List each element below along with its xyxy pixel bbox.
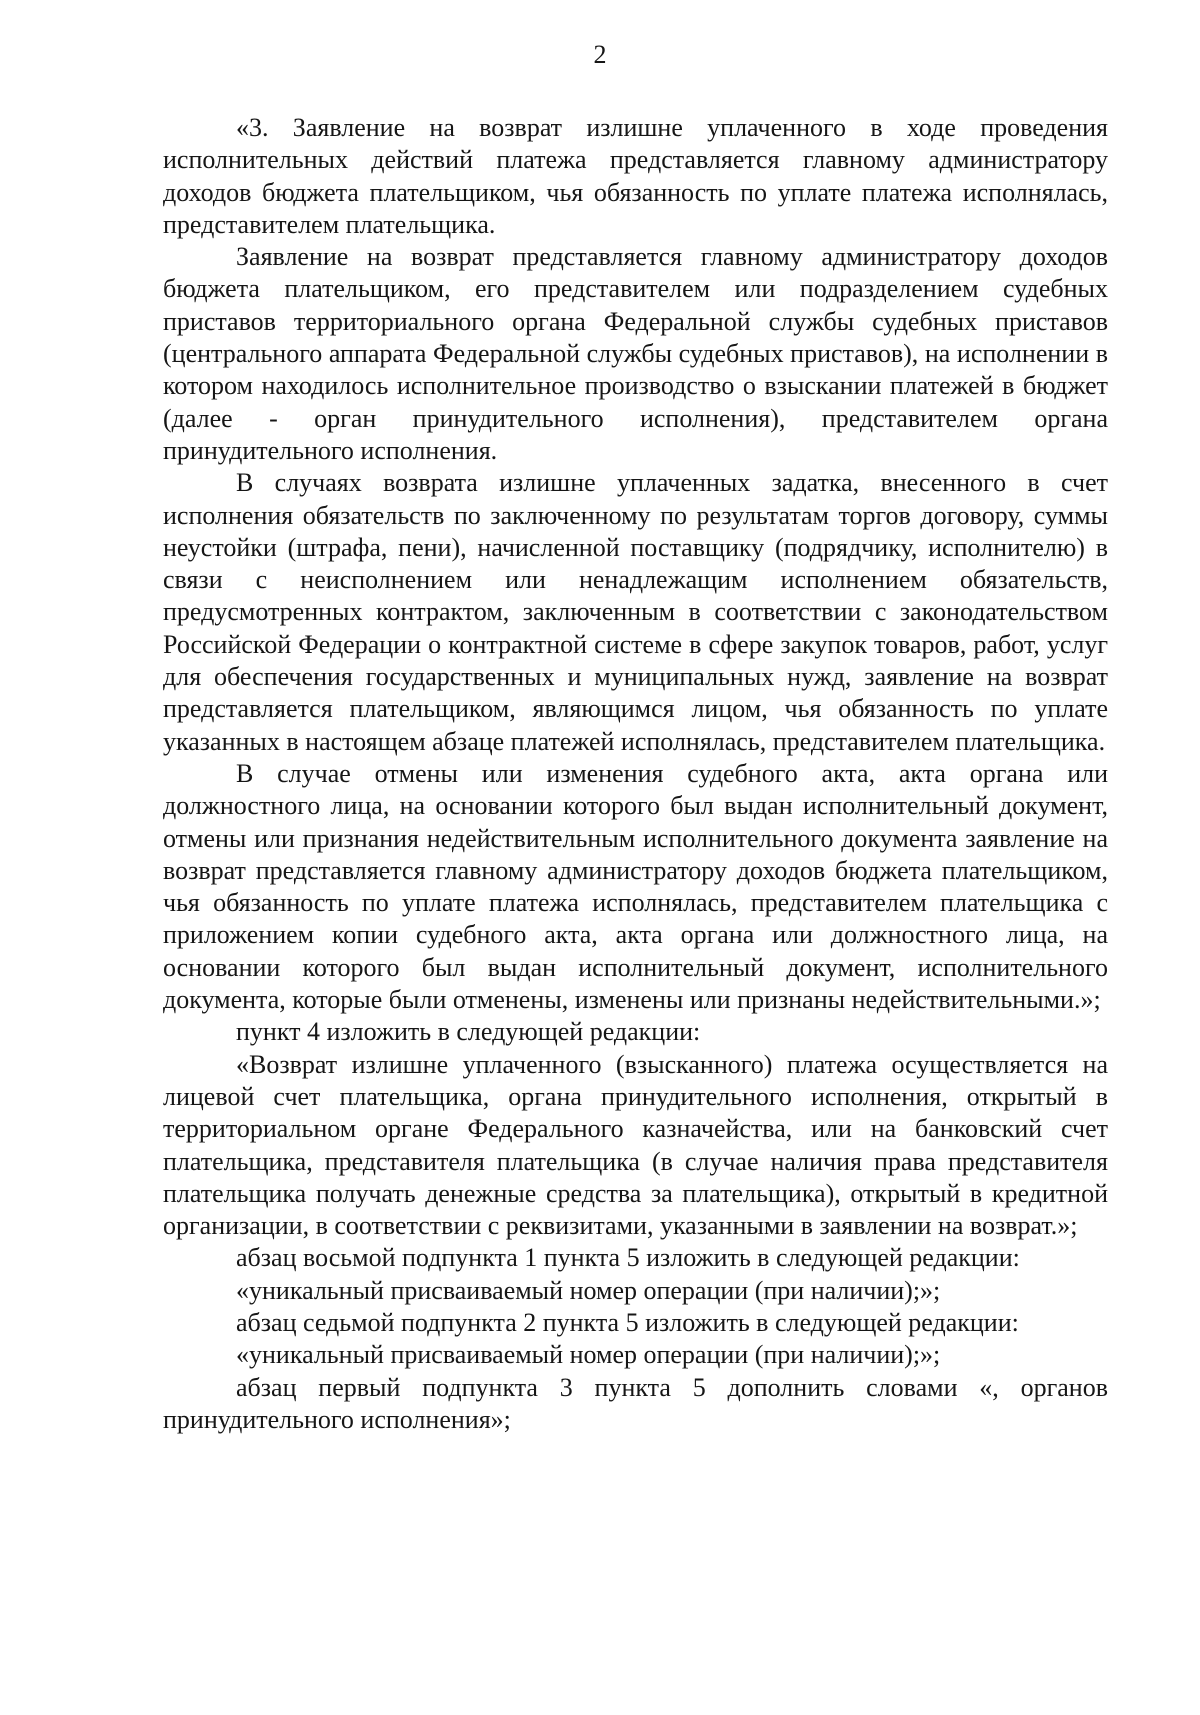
- paragraph-refund-application-submission: Заявление на возврат представляется главному администратору доходов бюджета плательщиком, его представителем или подразделением судебных приставов территориального органа Федеральной службы судебных приставов (центрального аппарата Федеральной службы судебных приставов), на исполнении в котором находилось исполнительное производство о взыскании платежей в бюджет (далее - орган принудительного исполнения), представителем органа принудительного исполнения.: [163, 242, 1108, 465]
- paragraph-point-5-1-text: «уникальный присваиваемый номер операции (при наличии);»;: [236, 1275, 941, 1305]
- paragraph-point-5-2-text: «уникальный присваиваемый номер операции (при наличии);»;: [236, 1340, 941, 1370]
- paragraph-judicial-act-cancellation: В случае отмены или изменения судебного акта, акта органа или должностного лица, на основании которого был выдан исполнительный документ, отмены или признания недействительным исполнительного документа заявление на возврат представляется главному администратору доходов бюджета плательщиком, чья обязанность по уплате платежа исполнялась, представителем плательщика с приложением копии судебного акта, акта органа или должностного лица, на основании которого был выдан исполнительный документ, исполнительного документа, которые были отменены, изменены или признаны недействительными.»;: [163, 758, 1108, 1015]
- paragraph-point-5-1-instruction: абзац восьмой подпункта 1 пункта 5 изложить в следующей редакции:: [236, 1243, 1020, 1273]
- paragraph-point-5-3-amendment: абзац первый подпункта 3 пункта 5 дополнить словами «, органов принудительного исполнения»;: [163, 1372, 1108, 1434]
- page-number: 2: [593, 40, 607, 69]
- paragraph-deposit-penalty-refund: В случаях возврата излишне уплаченных задатка, внесенного в счет исполнения обязательств по заключенному по результатам торгов договору, суммы неустойки (штрафа, пени), начисленной поставщику (подрядчику, исполнителю) в связи с неисполнением или ненадлежащим исполнением обязательств, предусмотренных контрактом, заключенным в соответствии с законодательством Российской Федерации о контрактной системе в сфере закупок товаров, работ, услуг для обеспечения государственных и муниципальных нужд, заявление на возврат представляется плательщиком, являющимся лицом, чья обязанность по уплате указанных в настоящем абзаце платежей исполнялась, представителем плательщика.: [163, 468, 1108, 756]
- paragraph-3-refund-application: «3. Заявление на возврат излишне уплаченного в ходе проведения исполнительных действий платежа представляется главному администратору доходов бюджета плательщиком, чья обязанность по уплате платежа исполнялась, представителем плательщика.: [163, 113, 1108, 239]
- paragraph-point-4-instruction: пункт 4 изложить в следующей редакции:: [236, 1017, 701, 1047]
- paragraph-point-5-2-instruction: абзац седьмой подпункта 2 пункта 5 изложить в следующей редакции:: [236, 1307, 1019, 1337]
- document-body: [163, 112, 1108, 1436]
- paragraph-point-4-text: «Возврат излишне уплаченного (взысканного) платежа осуществляется на лицевой счет плательщика, органа принудительного исполнения, открытый в территориальном органе Федерального казначейства, или на банковский счет плательщика, представителя плательщика (в случае наличия права представителя плательщика получать денежные средства за плательщика), открытый в кредитной организации, в соответствии с реквизитами, указанными в заявлении на возврат.»;: [163, 1049, 1108, 1241]
